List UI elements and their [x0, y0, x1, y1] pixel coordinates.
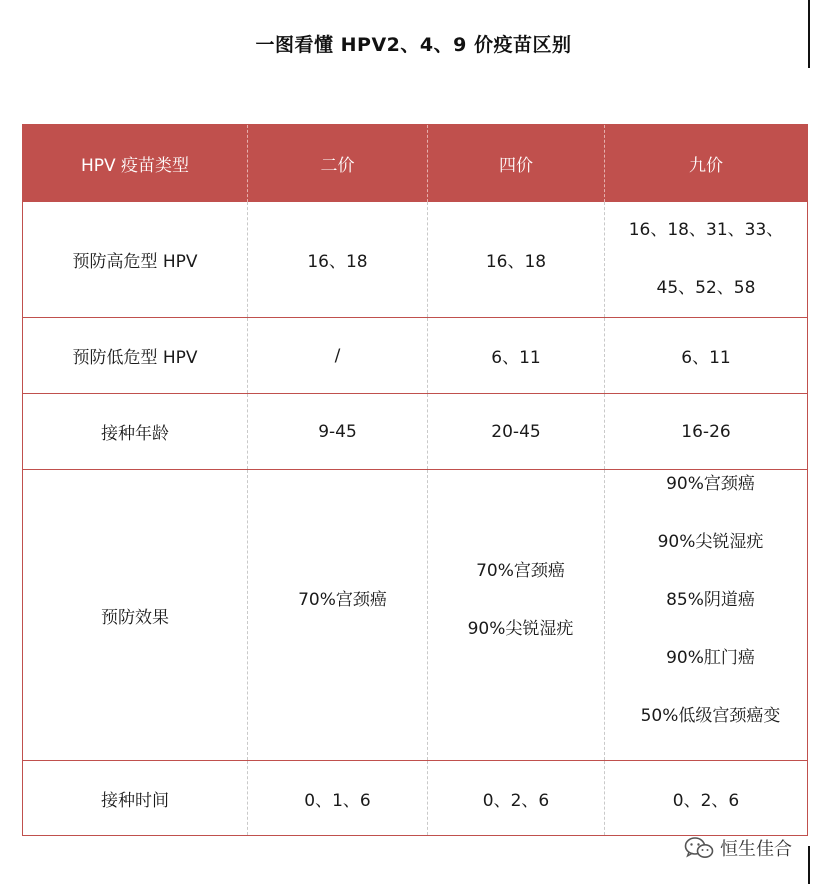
cell-high-risk-nonavalent-line1: 16、18、31、33、: [628, 219, 784, 240]
table-row-schedule: [23, 761, 808, 836]
efficacy-item: 70%宫颈癌: [298, 590, 387, 610]
efficacy-item: 90%宫颈癌: [666, 474, 755, 494]
cell-schedule-quadrivalent: 0、2、6: [428, 761, 605, 836]
cell-low-risk-bivalent: /: [248, 318, 428, 394]
cell-efficacy-quadrivalent: [428, 470, 605, 761]
cell-age-nonavalent: 16-26: [605, 394, 808, 470]
table-row-age: [23, 394, 808, 470]
page-title: 一图看懂 HPV2、4、9 价疫苗区别: [255, 34, 572, 56]
efficacy-item: 85%阴道癌: [666, 590, 755, 610]
table-row-high-risk: [23, 202, 808, 318]
cell-high-risk-bivalent: 16、18: [248, 202, 428, 318]
row-label-schedule: 接种时间: [23, 761, 248, 836]
efficacy-item: 70%宫颈癌: [476, 561, 565, 581]
cell-efficacy-nonavalent: [605, 470, 808, 761]
cell-efficacy-bivalent: [248, 470, 428, 761]
header-vaccine-type: HPV 疫苗类型: [23, 125, 248, 202]
efficacy-item: 90%尖锐湿疣: [467, 619, 574, 639]
row-label-high-risk: 预防高危型 HPV: [23, 202, 248, 318]
table-header-row: [23, 125, 808, 202]
wechat-icon: [684, 836, 714, 860]
cell-low-risk-quadrivalent: 6、11: [428, 318, 605, 394]
cell-high-risk-nonavalent: [605, 202, 808, 318]
source-watermark: [684, 834, 792, 862]
watermark-text: 恒生佳合: [720, 839, 792, 860]
row-label-efficacy: 预防效果: [23, 470, 248, 761]
right-edge-rule-bottom: [808, 846, 810, 884]
cell-age-bivalent: 9-45: [248, 394, 428, 470]
cell-low-risk-nonavalent: 6、11: [605, 318, 808, 394]
hpv-comparison-table: [22, 124, 808, 836]
header-quadrivalent: 四价: [428, 125, 605, 202]
header-nonavalent: 九价: [605, 125, 808, 202]
cell-schedule-bivalent: 0、1、6: [248, 761, 428, 836]
row-label-age: 接种年龄: [23, 394, 248, 470]
efficacy-item: 90%肛门癌: [666, 648, 755, 668]
header-bivalent: 二价: [248, 125, 428, 202]
cell-age-quadrivalent: 20-45: [428, 394, 605, 470]
table-row-efficacy: [23, 470, 808, 761]
cell-high-risk-nonavalent-line2: 45、52、58: [656, 277, 756, 298]
cell-schedule-nonavalent: 0、2、6: [605, 761, 808, 836]
efficacy-item: 90%尖锐湿疣: [657, 532, 764, 552]
row-label-low-risk: 预防低危型 HPV: [23, 318, 248, 394]
cell-high-risk-quadrivalent: 16、18: [428, 202, 605, 318]
table-row-low-risk: [23, 318, 808, 394]
efficacy-item: 50%低级宫颈癌变: [640, 706, 781, 726]
